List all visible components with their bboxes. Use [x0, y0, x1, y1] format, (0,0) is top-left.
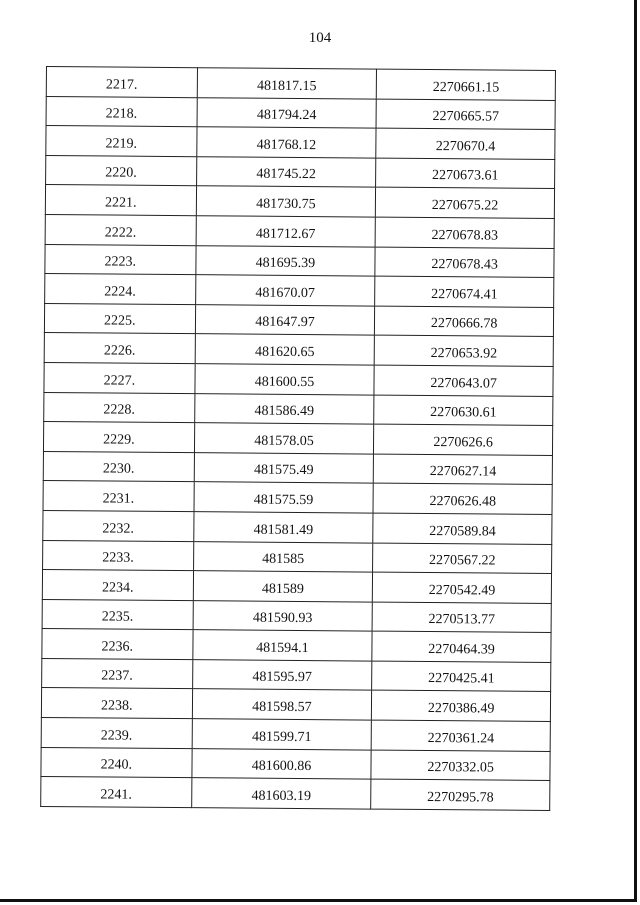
point-number-cell: 2220. — [46, 155, 197, 186]
y-coordinate-cell: 2270361.24 — [371, 720, 550, 751]
point-number-cell: 2231. — [43, 481, 194, 512]
table-row — [42, 629, 551, 663]
point-number-cell: 2240. — [41, 747, 192, 778]
y-coordinate-cell: 2270386.49 — [372, 691, 551, 722]
y-coordinate-cell: 2270626.48 — [373, 483, 552, 514]
table-row — [44, 392, 553, 426]
x-coordinate-cell: 481575.59 — [194, 482, 374, 513]
x-coordinate-cell: 481600.55 — [195, 364, 375, 395]
table-row — [44, 333, 553, 367]
point-number-cell: 2224. — [45, 274, 196, 305]
point-number-cell: 2227. — [44, 362, 195, 393]
x-coordinate-cell: 481603.19 — [191, 778, 371, 809]
table-row — [46, 155, 555, 189]
x-coordinate-cell: 481586.49 — [194, 393, 374, 424]
point-number-cell: 2217. — [46, 67, 197, 98]
table-row — [46, 96, 555, 130]
table-row — [45, 214, 554, 248]
table-row — [45, 274, 554, 308]
y-coordinate-cell: 2270643.07 — [374, 365, 553, 396]
y-coordinate-cell: 2270425.41 — [372, 661, 551, 692]
table-row — [44, 303, 553, 337]
table-row — [43, 481, 552, 515]
table-row — [41, 777, 550, 811]
point-number-cell: 2222. — [45, 214, 196, 245]
y-coordinate-cell: 2270332.05 — [371, 750, 550, 781]
y-coordinate-cell: 2270626.6 — [374, 424, 553, 455]
table-row — [44, 362, 553, 396]
x-coordinate-cell: 481589 — [193, 571, 373, 602]
table-row — [43, 422, 552, 456]
point-number-cell: 2239. — [41, 718, 192, 749]
y-coordinate-cell: 2270630.61 — [374, 395, 553, 426]
table-row — [41, 718, 550, 752]
y-coordinate-cell: 2270678.43 — [375, 247, 554, 278]
y-coordinate-cell: 2270665.57 — [376, 99, 555, 130]
y-coordinate-cell: 2270627.14 — [374, 454, 553, 485]
table-row — [42, 658, 551, 692]
point-number-cell: 2226. — [44, 333, 195, 364]
y-coordinate-cell: 2270513.77 — [372, 602, 551, 633]
x-coordinate-cell: 481590.93 — [193, 600, 373, 631]
table-row — [42, 570, 551, 604]
point-number-cell: 2225. — [44, 303, 195, 334]
point-number-cell: 2229. — [43, 422, 194, 453]
x-coordinate-cell: 481578.05 — [194, 423, 374, 454]
point-number-cell: 2223. — [45, 244, 196, 275]
point-number-cell: 2219. — [46, 126, 197, 157]
x-coordinate-cell: 481594.1 — [192, 630, 372, 661]
table-row — [43, 451, 552, 485]
y-coordinate-cell: 2270653.92 — [374, 335, 553, 366]
point-number-cell: 2228. — [44, 392, 195, 423]
y-coordinate-cell: 2270295.78 — [371, 779, 550, 810]
point-number-cell: 2238. — [41, 688, 192, 719]
x-coordinate-cell: 481595.97 — [192, 660, 372, 691]
table-row — [43, 510, 552, 544]
y-coordinate-cell: 2270675.22 — [376, 187, 555, 218]
x-coordinate-cell: 481620.65 — [195, 334, 375, 365]
y-coordinate-cell: 2270678.83 — [375, 217, 554, 248]
x-coordinate-cell: 481575.49 — [194, 452, 374, 483]
table-row — [41, 747, 550, 781]
table-row — [46, 126, 555, 160]
x-coordinate-cell: 481581.49 — [193, 512, 373, 543]
x-coordinate-cell: 481598.57 — [192, 689, 372, 720]
x-coordinate-cell: 481585 — [193, 541, 373, 572]
x-coordinate-cell: 481600.86 — [192, 748, 372, 779]
table-row — [42, 599, 551, 633]
point-number-cell: 2232. — [43, 510, 194, 541]
y-coordinate-cell: 2270464.39 — [372, 631, 551, 662]
table-row — [43, 540, 552, 574]
x-coordinate-cell: 481745.22 — [196, 156, 376, 187]
point-number-cell: 2237. — [42, 658, 193, 689]
point-number-cell: 2241. — [41, 777, 192, 808]
x-coordinate-cell: 481817.15 — [197, 68, 377, 99]
table-row — [45, 185, 554, 219]
y-coordinate-cell: 2270589.84 — [373, 513, 552, 544]
point-number-cell: 2234. — [42, 570, 193, 601]
table-row — [41, 688, 550, 722]
point-number-cell: 2218. — [46, 96, 197, 127]
x-coordinate-cell: 481670.07 — [195, 275, 375, 306]
point-number-cell: 2221. — [45, 185, 196, 216]
y-coordinate-cell: 2270542.49 — [373, 572, 552, 603]
y-coordinate-cell: 2270661.15 — [377, 69, 556, 100]
y-coordinate-cell: 2270673.61 — [376, 158, 555, 189]
coordinates-table — [40, 66, 556, 811]
page-number: 104 — [308, 30, 332, 46]
point-number-cell: 2230. — [43, 451, 194, 482]
x-coordinate-cell: 481768.12 — [196, 127, 376, 158]
x-coordinate-cell: 481599.71 — [192, 719, 372, 750]
point-number-cell: 2235. — [42, 599, 193, 630]
x-coordinate-cell: 481712.67 — [196, 216, 376, 247]
y-coordinate-cell: 2270674.41 — [375, 276, 554, 307]
y-coordinate-cell: 2270670.4 — [376, 128, 555, 159]
table-row — [46, 67, 555, 101]
y-coordinate-cell: 2270666.78 — [375, 306, 554, 337]
y-coordinate-cell: 2270567.22 — [373, 543, 552, 574]
point-number-cell: 2233. — [43, 540, 194, 571]
x-coordinate-cell: 481794.24 — [197, 97, 377, 128]
table-row — [45, 244, 554, 278]
coordinates-table-body — [41, 67, 556, 811]
x-coordinate-cell: 481647.97 — [195, 304, 375, 335]
point-number-cell: 2236. — [42, 629, 193, 660]
x-coordinate-cell: 481730.75 — [196, 186, 376, 217]
x-coordinate-cell: 481695.39 — [196, 245, 376, 276]
